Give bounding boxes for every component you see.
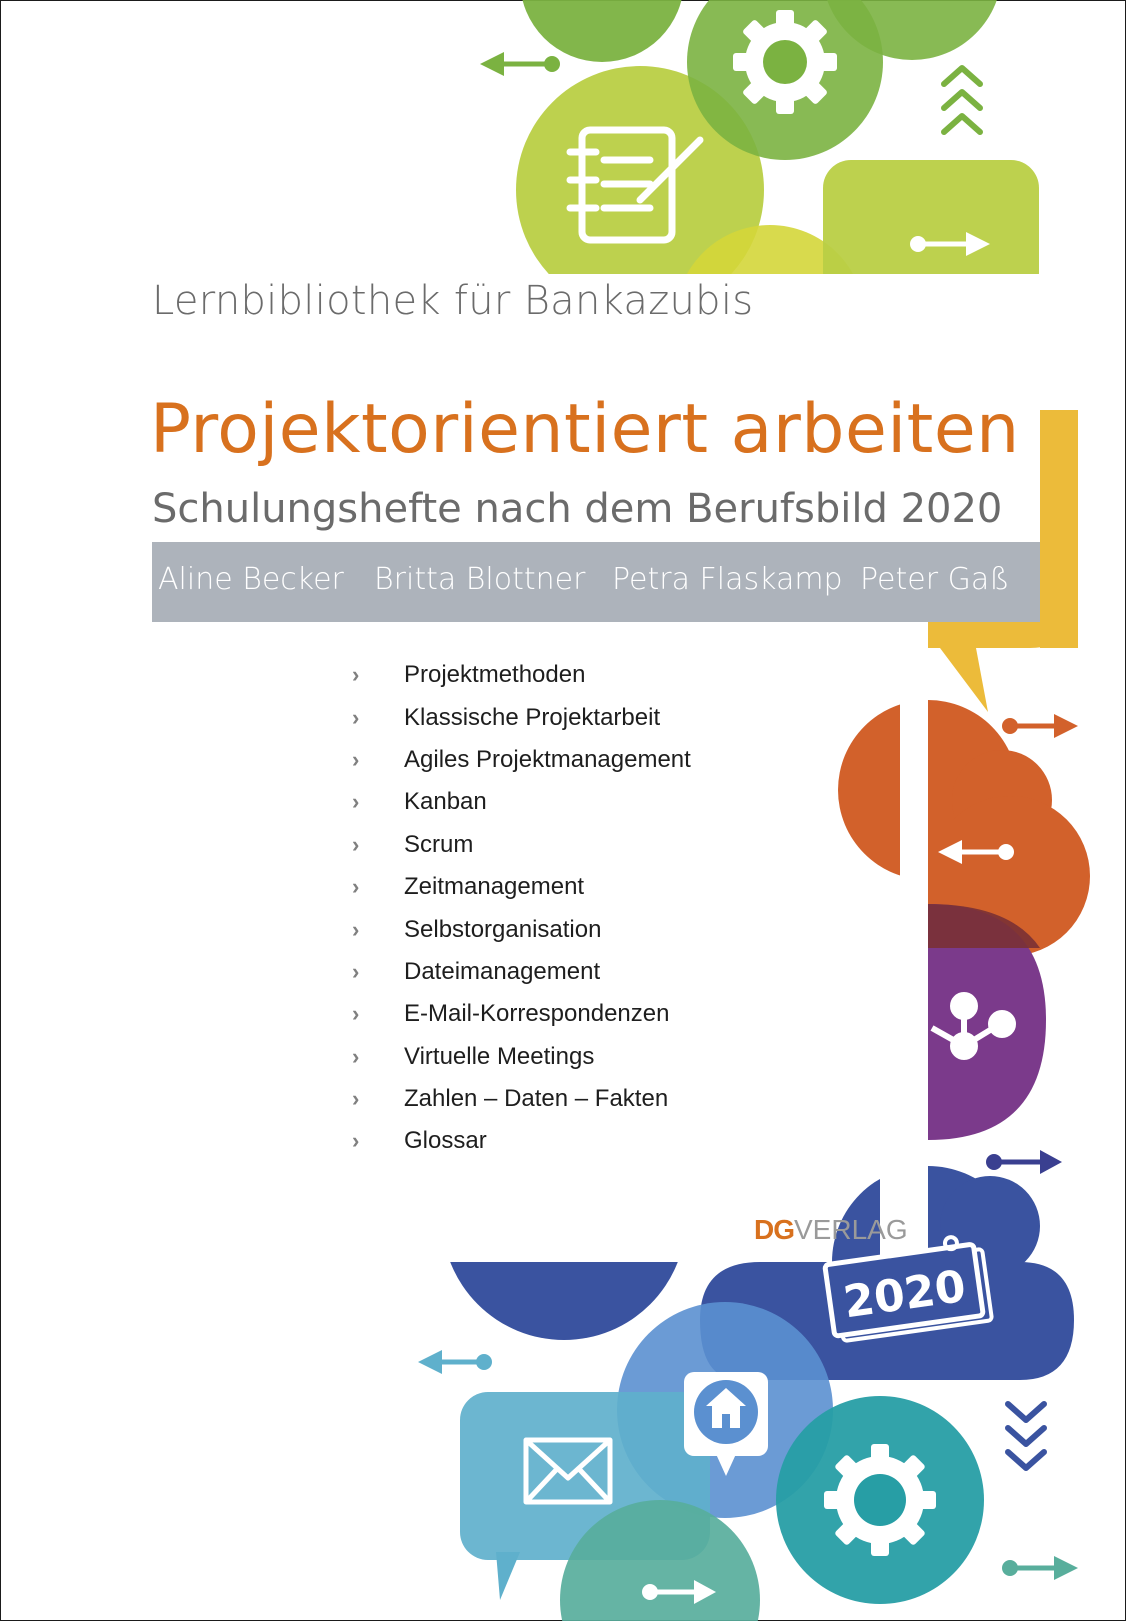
series-title: Lernbibliothek für Bankazubis xyxy=(152,278,754,324)
yellow-bubble-side xyxy=(1040,410,1078,648)
bullet-icon: › xyxy=(352,789,360,815)
author-name: Petra Flaskamp xyxy=(612,562,843,597)
green-bubble-topleft xyxy=(520,0,684,62)
list-item: › Scrum xyxy=(352,830,474,858)
book-subtitle: Schulungshefte nach dem Berufsbild 2020 xyxy=(152,486,1003,532)
bullet-icon: › xyxy=(352,874,360,900)
contents-list xyxy=(352,654,691,1163)
bullet-icon: › xyxy=(352,662,360,688)
authors-band xyxy=(152,542,1040,622)
arrow-right-icon xyxy=(1002,714,1078,738)
bullet-icon: › xyxy=(352,1086,360,1112)
chevrons-down-icon xyxy=(1008,1404,1044,1468)
arrow-right-icon xyxy=(986,1150,1062,1174)
list-item: › Virtuelle Meetings xyxy=(352,1042,595,1070)
list-item: › Projektmethoden xyxy=(352,661,586,689)
gear-icon xyxy=(824,1444,936,1556)
list-item: › E-Mail-Korrespondenzen xyxy=(352,1000,670,1028)
gear-icon xyxy=(733,10,837,114)
list-item: › Kanban xyxy=(352,788,487,816)
author-name: Peter Gaß xyxy=(860,562,1010,597)
bullet-icon: › xyxy=(352,1001,360,1027)
bullet-icon: › xyxy=(352,958,360,984)
list-item: › Zeitmanagement xyxy=(352,873,585,901)
arrow-left-icon xyxy=(480,52,560,76)
publisher-dg: DG xyxy=(754,1214,794,1245)
publisher-verlag: VERLAG xyxy=(794,1214,908,1245)
bullet-icon: › xyxy=(352,704,360,730)
list-item: › Selbstorganisation xyxy=(352,915,602,943)
list-item: › Agiles Projektmanagement xyxy=(352,745,691,773)
book-title: Projektorientiert arbeiten xyxy=(150,390,1020,469)
bullet-icon: › xyxy=(352,1128,360,1154)
bullet-icon: › xyxy=(352,916,360,942)
author-name: Britta Blottner xyxy=(374,562,586,597)
speech-tail xyxy=(496,1552,520,1600)
list-item: › Glossar xyxy=(352,1127,487,1155)
bullet-icon: › xyxy=(352,831,360,857)
lime-speech-box xyxy=(823,160,1039,300)
bullet-icon: › xyxy=(352,1043,360,1069)
publisher-logo xyxy=(754,1214,908,1246)
mask-orange-left xyxy=(900,690,928,950)
chevrons-up-icon xyxy=(944,68,980,132)
list-item: › Dateimanagement xyxy=(352,957,601,985)
list-item: › Zahlen – Daten – Fakten xyxy=(352,1085,669,1113)
list-item: › Klassische Projektarbeit xyxy=(352,703,661,731)
author-name: Aline Becker xyxy=(158,562,344,597)
arrow-right-icon xyxy=(1002,1556,1078,1580)
svg-text:2020: 2020 xyxy=(840,1260,969,1329)
bullet-icon: › xyxy=(352,746,360,772)
arrow-left-icon xyxy=(418,1350,492,1374)
